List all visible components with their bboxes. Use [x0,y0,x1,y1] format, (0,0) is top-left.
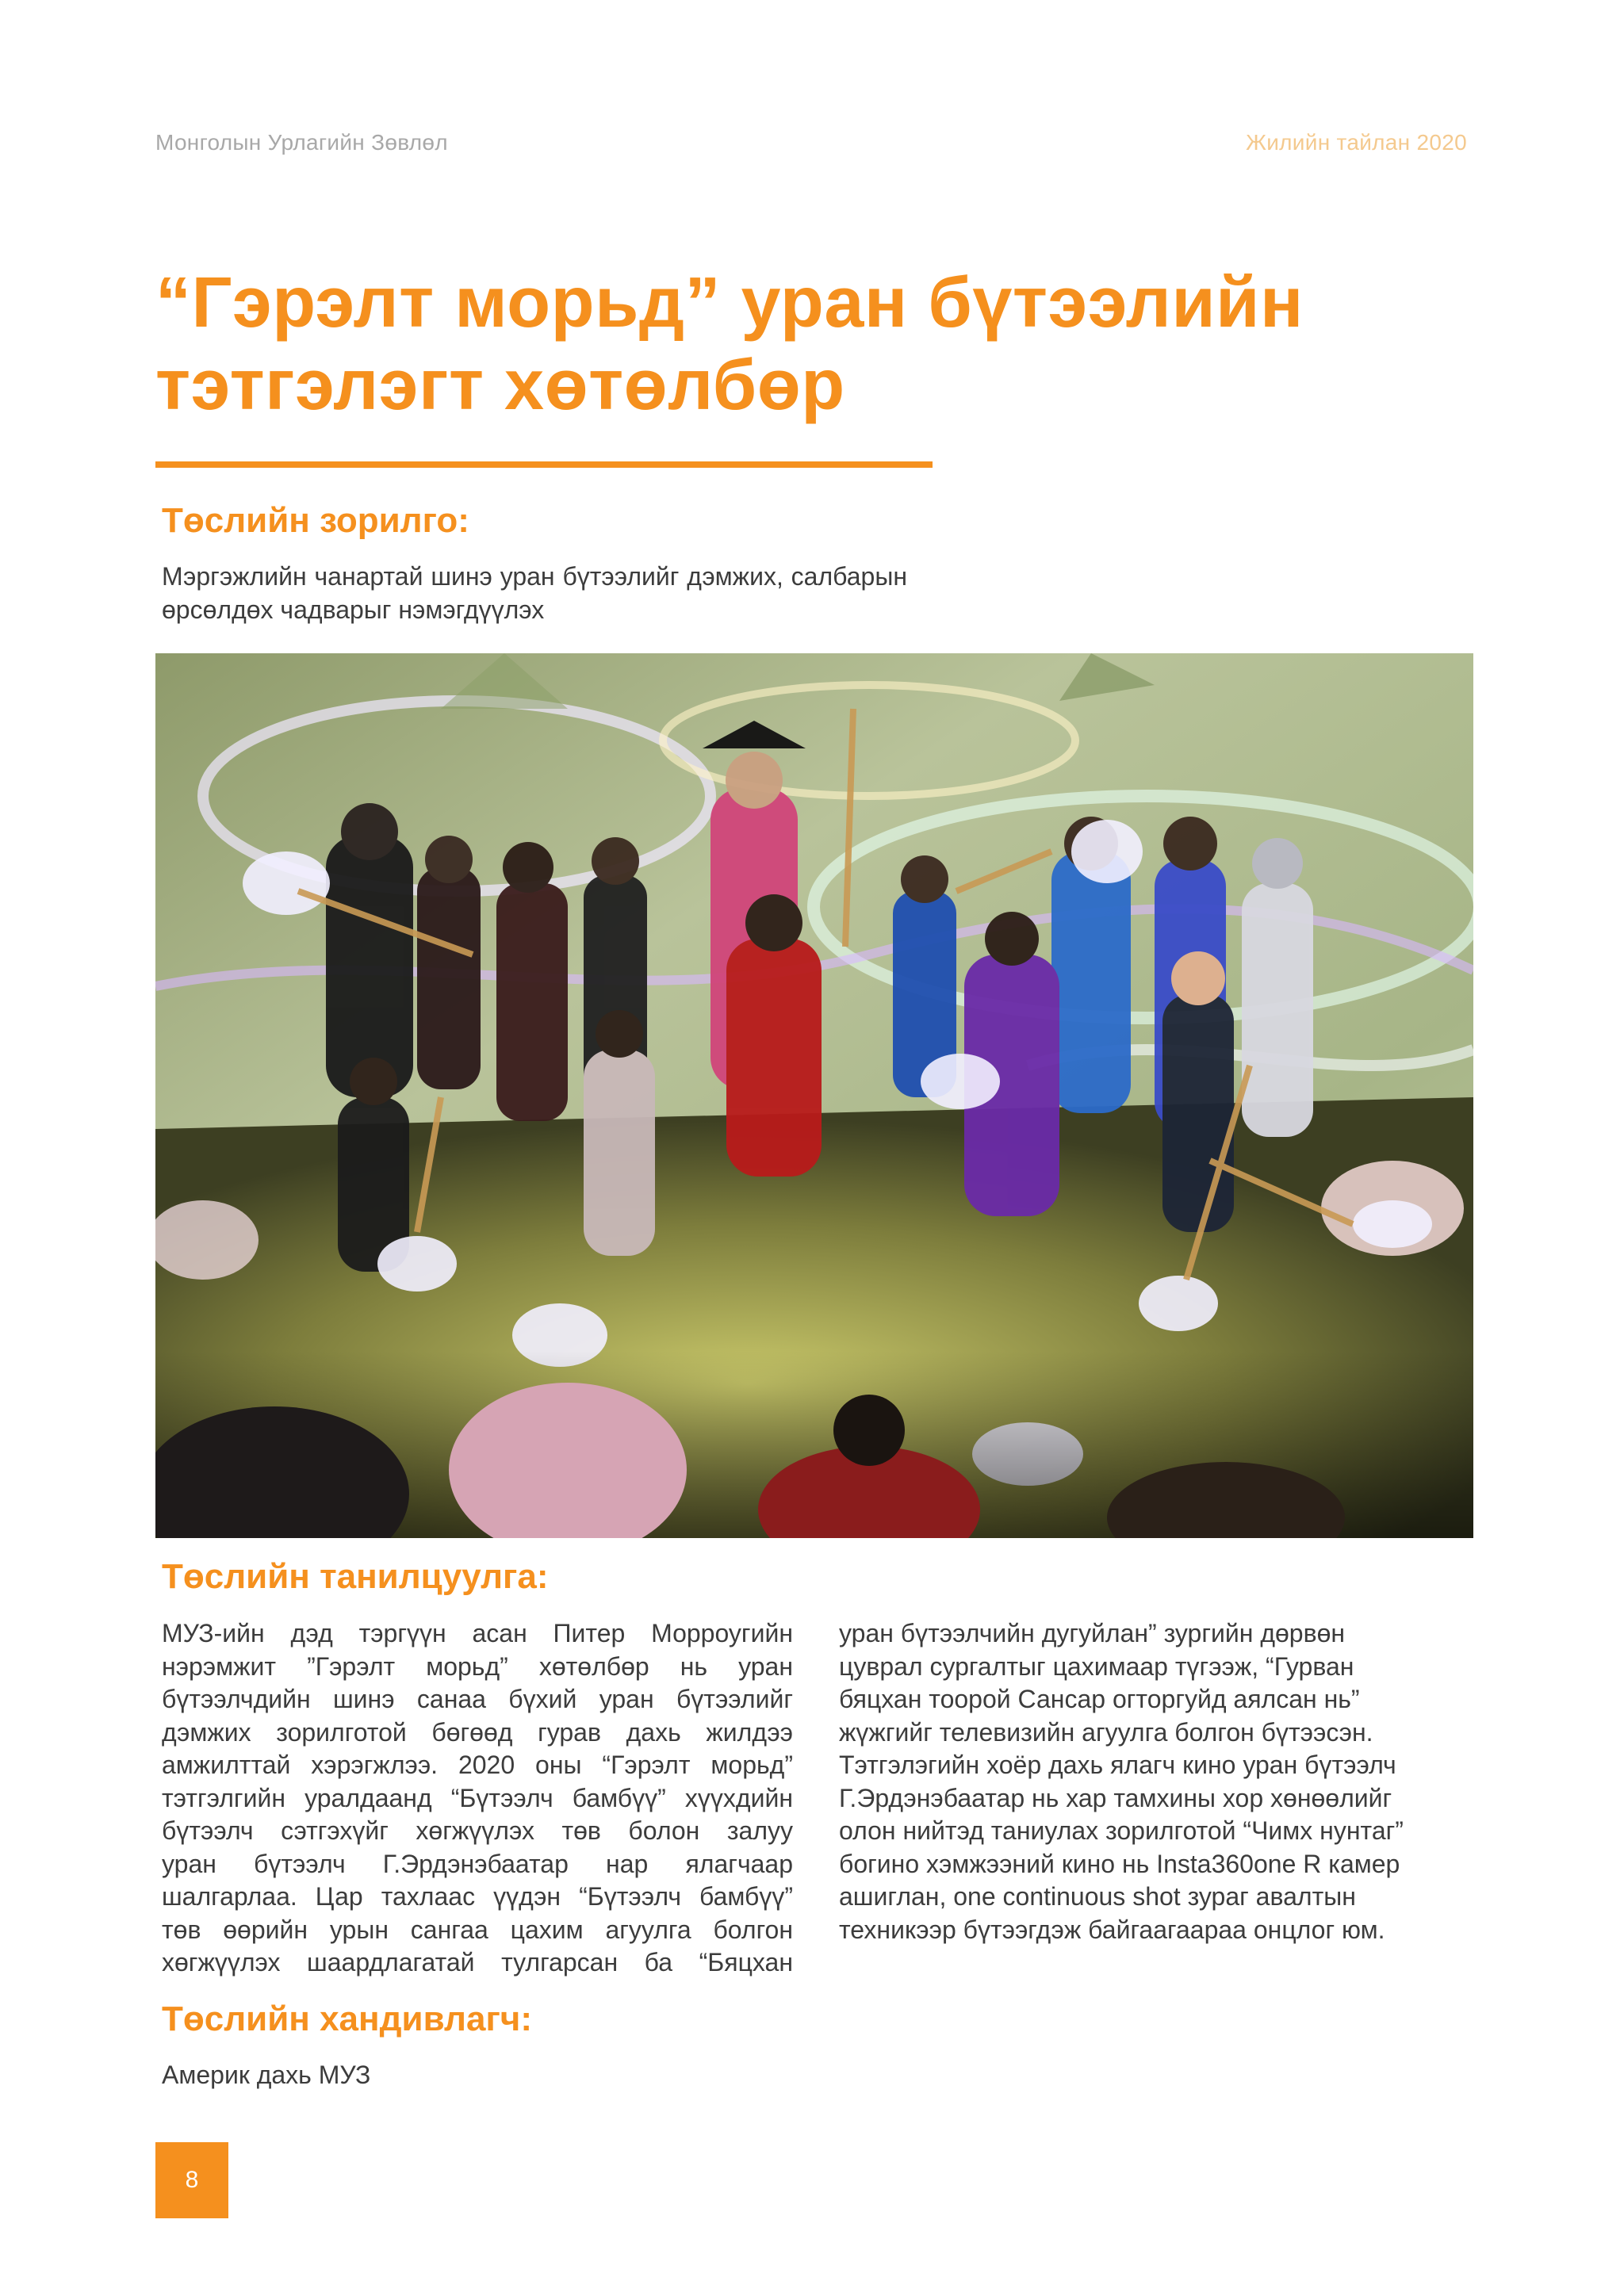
intro-left-line: бүтээлчдийн шинэ санаа бүхий уран бүтээлийг [162,1685,793,1713]
intro-right-line: уран бүтээлчийн дугуйлан” зургийн дөрвөн [839,1619,1346,1647]
sponsor-text: Америк дахь МУЗ [162,2061,371,2089]
intro-left-line: бүтээлч сэтгэхүйг хөгжүүлэх төв болон залуу [162,1816,793,1845]
page-title-line-2: тэтгэлэгт хөтөлбөр [155,346,845,425]
intro-right-line: бяцхан тоорой Сансар огторгуйд аялсан нь” [839,1685,1360,1713]
intro-right-line: жүжгийг телевизийн агуулга болгон бүтээсэн. [839,1717,1373,1747]
event-photo [155,653,1473,1538]
goal-heading: Төслийн зорилго: [162,501,469,540]
intro-left-line: МУЗ-ийн дэд тэргүүн асан Питер Морроугийн [162,1619,793,1647]
intro-right-line: Тэтгэлэгийн хоёр дахь ялагч кино уран бүтээлч [839,1751,1396,1779]
intro-heading: Төслийн танилцуулга: [162,1557,549,1596]
header-organization: Монголын Урлагийн Зөвлөл [155,130,448,155]
photo-icon [155,653,1473,1538]
page-number: 8 [155,2142,228,2218]
intro-left-line: дэмжих зорилготой бөгөөд гурав дахь жилдээ [162,1717,793,1747]
title-underline [155,461,933,468]
intro-right-line: цуврал сургалтыг цахимаар түгээж, “Гурван [839,1651,1354,1681]
intro-text-left-column [162,1617,793,1980]
intro-left-line: уран бүтээлч Г.Эрдэнэбаатар нар ялагчаар [162,1849,793,1878]
intro-left-line: тэтгэлгийн уралдаанд “Бүтээлч бамбүү” хүүхдийн [162,1783,793,1812]
intro-right-line: Г.Эрдэнэбаатар нь хар тамхины хор хөнөөлийг [839,1783,1392,1812]
intro-text-right-column [839,1617,1470,1946]
intro-left-line: нэрэмжит ”Гэрэлт морьд” хөтөлбөр нь уран [162,1651,793,1681]
page-title-line-1: “Гэрэлт морьд” уран бүтээлийн [155,263,1304,342]
intro-right-line: олон нийтэд таниулах зорилготой “Чимх нунтаг” [839,1816,1404,1845]
intro-right-line: богино хэмжээний кино нь Insta360one R камер [839,1849,1400,1878]
intro-left-line: төв өөрийн урын сангаа цахим агуулга болгон [162,1915,793,1944]
sponsor-heading: Төслийн хандивлагч: [162,1999,532,2038]
header-report-title: Жилийн тайлан 2020 [1246,130,1467,155]
intro-right-line: ашиглан, one continuous shot зураг авалтын [839,1882,1356,1911]
intro-right-line: техникээр бүтээгдэж байгаагаараа онцлог юм. [839,1915,1385,1944]
goal-text: Мэргэжлийн чанартай шинэ уран бүтээлийг дэмжих, салбарын өрсөлдөх чадварыг нэмэгдүүлэх [162,562,907,624]
intro-left-line: амжилттай хэрэгжлээ. 2020 оны “Гэрэлт морьд” [162,1751,793,1779]
page-title [155,262,1424,427]
intro-left-line: шалгарлаа. Цар тахлаас үүдэн “Бүтээлч бамбүү” [162,1882,793,1911]
intro-left-line: хөгжүүлэх шаардлагатай тулгарсан ба “Бяцхан [162,1948,793,1976]
